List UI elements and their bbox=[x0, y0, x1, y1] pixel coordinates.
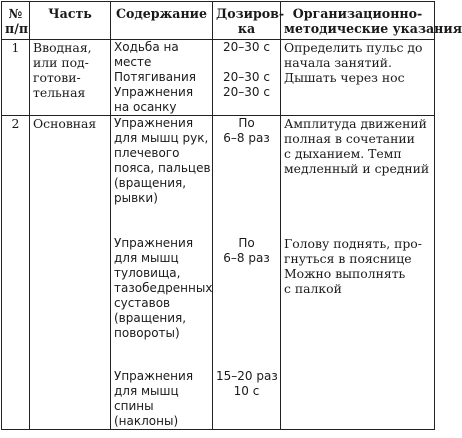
notes-line: медленный и средний bbox=[284, 161, 430, 176]
notes-line: полная в сочетании bbox=[284, 131, 415, 146]
dosage-line: 6–8 раз bbox=[223, 131, 270, 145]
content-line: для мышц bbox=[114, 384, 179, 398]
row-number: 1 bbox=[2, 40, 30, 116]
row-notes bbox=[281, 40, 435, 116]
exercise-3-content bbox=[114, 369, 209, 429]
spacer bbox=[284, 176, 431, 236]
header-content-label: Содержание bbox=[115, 6, 208, 21]
header-content bbox=[111, 2, 213, 40]
exercise-plan-table bbox=[1, 1, 462, 430]
header-notes bbox=[281, 2, 462, 40]
row-dosage bbox=[213, 40, 281, 116]
row-content bbox=[111, 116, 213, 430]
content-line: Упражнения bbox=[114, 236, 194, 250]
row-number: 2 bbox=[2, 116, 30, 430]
spacer bbox=[114, 341, 209, 369]
notes-line: начала занятий. bbox=[284, 55, 392, 70]
content-line: повороты) bbox=[114, 326, 180, 340]
dosage-line: 20–30 с bbox=[223, 40, 270, 54]
table-row bbox=[2, 116, 435, 430]
header-number-line1: № bbox=[8, 6, 23, 21]
content-line: (вращения, bbox=[114, 311, 187, 325]
content-line: Упражнения bbox=[114, 116, 194, 130]
dosage-line bbox=[216, 55, 277, 70]
header-notes-line2: методические указания bbox=[284, 21, 462, 36]
dosage-line: 20–30 с bbox=[223, 70, 270, 84]
spacer bbox=[114, 206, 209, 236]
notes-line: Дышать через нос bbox=[284, 70, 405, 85]
content-line: Потягивания bbox=[114, 70, 196, 84]
row-part bbox=[30, 40, 111, 116]
spacer bbox=[216, 266, 277, 369]
dosage-line: По bbox=[238, 236, 255, 250]
content-line: Упражнения bbox=[114, 85, 194, 99]
content-line: (вращения, bbox=[114, 176, 187, 190]
dosage-line: 15–20 раз bbox=[216, 369, 278, 383]
header-dosage-line1: Дозиров- bbox=[216, 6, 285, 21]
dosage-line: 20–30 с bbox=[223, 85, 270, 99]
exercise-2-notes bbox=[284, 236, 431, 296]
header-part-label: Часть bbox=[48, 6, 92, 21]
exercise-2-content bbox=[114, 236, 213, 341]
exercise-3-dosage bbox=[216, 369, 277, 399]
notes-line: Определить пульс до bbox=[284, 40, 423, 55]
part-line: готови- bbox=[33, 70, 81, 85]
table-row bbox=[2, 40, 435, 116]
notes-line: Амплитуда движений bbox=[284, 116, 427, 131]
row-content bbox=[111, 40, 213, 116]
spacer bbox=[216, 146, 277, 236]
part-line: Основная bbox=[33, 116, 97, 131]
content-line: для мышц рук, bbox=[114, 131, 209, 145]
content-line: на осанку bbox=[114, 100, 177, 114]
dosage-line: 10 с bbox=[233, 384, 260, 398]
notes-line: гнуться в пояснице bbox=[284, 251, 412, 266]
header-dosage bbox=[213, 2, 285, 40]
exercise-2-dosage bbox=[216, 236, 277, 266]
exercise-1-notes bbox=[284, 116, 431, 176]
content-line: Упражнения bbox=[114, 369, 194, 383]
content-line: тазобедренных bbox=[114, 281, 213, 295]
header-number-line2: п/п bbox=[5, 21, 29, 36]
notes-line: Можно выполнять bbox=[284, 266, 406, 281]
exercise-1-dosage bbox=[216, 116, 277, 146]
row-notes bbox=[281, 116, 435, 430]
row-dosage bbox=[213, 116, 281, 430]
notes-line: с дыханием. Темп bbox=[284, 146, 402, 161]
header-part bbox=[30, 2, 111, 40]
content-line: спины bbox=[114, 399, 154, 413]
content-line: туловища, bbox=[114, 266, 181, 280]
row-part bbox=[30, 116, 111, 430]
part-line: или под- bbox=[33, 55, 89, 70]
exercise-1-content bbox=[114, 116, 209, 206]
part-line: Вводная, bbox=[33, 40, 92, 55]
header-row bbox=[2, 2, 435, 40]
content-line: пояса, пальцев bbox=[114, 161, 211, 175]
dosage-line: 6–8 раз bbox=[223, 251, 270, 265]
content-line: плечевого bbox=[114, 146, 180, 160]
part-line: тельная bbox=[33, 85, 86, 100]
header-number bbox=[2, 2, 30, 40]
content-line: для мышц bbox=[114, 251, 179, 265]
dosage-line: По bbox=[238, 116, 255, 130]
content-line: рывки) bbox=[114, 191, 158, 205]
content-line: суставов bbox=[114, 296, 171, 310]
content-line: Ходьба на bbox=[114, 40, 179, 54]
content-line: месте bbox=[114, 55, 152, 69]
header-dosage-line2: ка bbox=[237, 21, 256, 36]
notes-line: с палкой bbox=[284, 281, 342, 296]
header-notes-line1: Организационно- bbox=[292, 6, 423, 21]
content-line: (наклоны) bbox=[114, 414, 179, 428]
notes-line: Голову поднять, про- bbox=[284, 236, 422, 251]
